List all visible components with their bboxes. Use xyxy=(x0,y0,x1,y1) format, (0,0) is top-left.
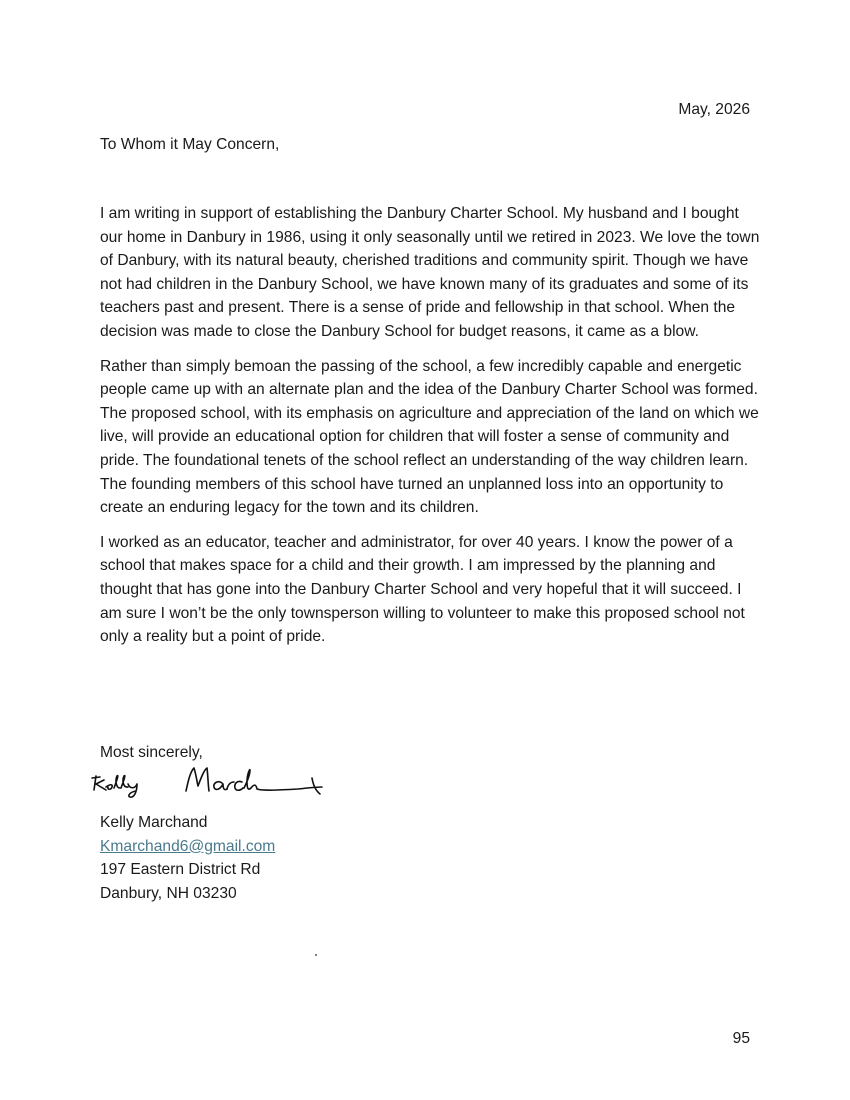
sender-email-link[interactable]: Kmarchand6@gmail.com xyxy=(100,837,276,855)
letter-date: May, 2026 xyxy=(678,101,750,118)
handwritten-signature xyxy=(90,760,350,804)
closing: Most sincerely, xyxy=(100,744,203,761)
sender-name: Kelly Marchand xyxy=(100,814,208,831)
sender-address-line-2: Danbury, NH 03230 xyxy=(100,884,237,902)
page-number: 95 xyxy=(732,1030,750,1047)
letter-body xyxy=(100,202,760,660)
body-paragraph-3: I worked as an educator, teacher and administrator, for over 40 years. I know the power of a school that makes space for a child and their growth. I am impressed by the planning and thought that has gone into the Danbury Charter School and very hopeful that it will succeed. I am sure I won’t be the only townsperson willing to volunteer to make this proposed school not only a reality but a point of pride. xyxy=(100,533,745,646)
salutation: To Whom it May Concern, xyxy=(100,136,280,153)
body-paragraph-2: Rather than simply bemoan the passing of the school, a few incredibly capable and energetic people came up with an alternate plan and the idea of the Danbury Charter School was formed. The proposed school, with its emphasis on agriculture and appreciation of the land on which we live, will provide an educational option for children that will foster a sense of community and pride. The foundational tenets of the school reflect an understanding of the way children learn. The founding members of this school have turned an unplanned loss into an opportunity to create an enduring legacy for the town and its children. xyxy=(100,357,759,517)
sender-address-line-1: 197 Eastern District Rd xyxy=(100,861,261,879)
sender-contact xyxy=(100,811,275,905)
body-paragraph-1: I am writing in support of establishing the Danbury Charter School. My husband and I bought our home in Danbury in 1986, using it only seasonally until we retired in 2023. We love the town of Danbury, with its natural beauty, cherished traditions and community spirit. Though we have not had children in the Danbury School, we have known many of its graduates and some of its teachers past and present. There is a sense of pride and fellowship in that school. When the decision was made to close the Danbury School for budget reasons, it came as a blow. xyxy=(100,205,760,340)
stray-mark xyxy=(315,954,317,956)
